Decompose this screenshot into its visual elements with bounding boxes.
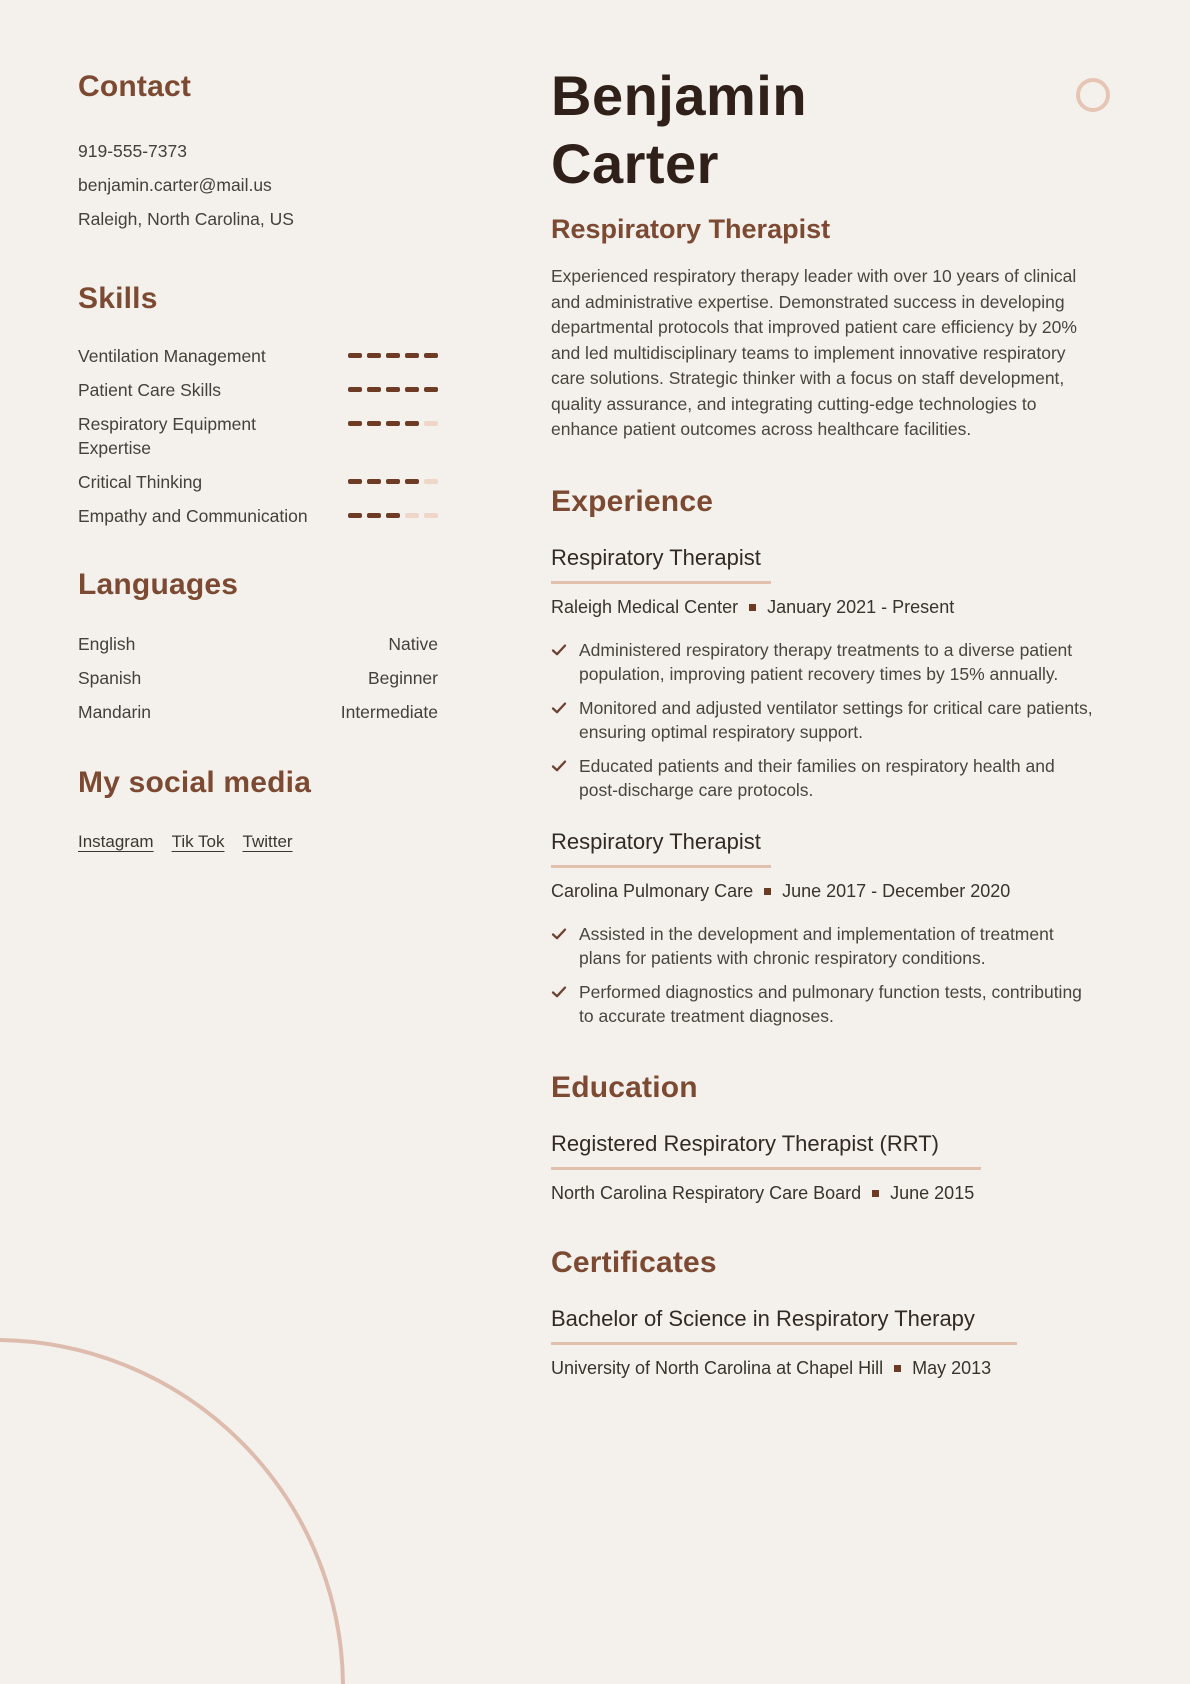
achievement-item	[551, 980, 1096, 1029]
language-name: Mandarin	[78, 702, 151, 722]
person-name	[551, 62, 1096, 198]
education-date: June 2015	[890, 1182, 975, 1203]
language-name: English	[78, 634, 136, 654]
contact-email: benjamin.carter@mail.us	[78, 175, 272, 195]
languages-section	[78, 568, 438, 724]
achievement-item	[551, 754, 1096, 803]
language-row	[78, 632, 438, 656]
tiktok-link[interactable]: Tik Tok	[171, 832, 225, 851]
certificates-title: Certificates	[551, 1245, 717, 1279]
skill-row	[78, 344, 438, 368]
achievement-text: Performed diagnostics and pulmonary function tests, contributing to accurate treatment diagnoses.	[579, 981, 1082, 1026]
skill-level-meter	[348, 479, 438, 484]
experience-entry	[551, 829, 1096, 1029]
achievement-text: Administered respiratory therapy treatments to a diverse patient population, improving patient recovery times by 15% annually.	[579, 639, 1073, 684]
certificate-org: University of North Carolina at Chapel Hill	[551, 1357, 884, 1378]
contact-phone: 919-555-7373	[78, 141, 187, 161]
skill-level-meter	[348, 353, 438, 358]
summary-text: Experienced respiratory therapy leader with over 10 years of clinical and administrative expertise. Demonstrated success in developing departmental protocols that improved patient care efficiency by 20% and led multidisciplinary teams to implement innovative respiratory care solutions. Strategic thinker with a focus on staff development, quality assurance, and integrating cutting-edge technologies to enhance patient outcomes across healthcare facilities.	[551, 266, 1077, 439]
job-dates: June 2017 - December 2020	[782, 880, 1011, 901]
language-row	[78, 700, 438, 724]
achievement-text: Educated patients and their families on respiratory health and post-discharge care protocols.	[579, 755, 1055, 800]
skill-name: Empathy and Communication	[78, 506, 308, 526]
language-level: Intermediate	[340, 702, 438, 722]
languages-title: Languages	[78, 568, 239, 601]
achievement-text: Monitored and adjusted ventilator settings for critical care patients, ensuring optimal respiratory support.	[579, 697, 1093, 742]
square-bullet-icon	[872, 1190, 879, 1197]
job-company: Carolina Pulmonary Care	[551, 880, 754, 901]
education-title: Education	[551, 1070, 698, 1104]
job-dates: January 2021 - Present	[767, 596, 955, 617]
square-bullet-icon	[894, 1365, 901, 1372]
job-role: Respiratory Therapist	[551, 545, 771, 584]
skills-title: Skills	[78, 282, 158, 315]
social-media-section	[78, 766, 438, 852]
language-level: Beginner	[367, 668, 438, 688]
certificate-entry	[551, 1306, 1096, 1379]
certificate-date: May 2013	[912, 1357, 992, 1378]
skill-row	[78, 470, 438, 494]
contact-title: Contact	[78, 70, 192, 103]
education-org: North Carolina Respiratory Care Board	[551, 1182, 862, 1203]
skill-name: Ventilation Management	[78, 346, 266, 366]
sidebar	[78, 70, 438, 852]
language-name: Spanish	[78, 668, 142, 688]
social-media-title: My social media	[78, 766, 312, 799]
checkmark-icon	[551, 642, 567, 658]
achievement-text: Assisted in the development and implementation of treatment plans for patients with chronic respiratory conditions.	[579, 923, 1054, 968]
twitter-link[interactable]: Twitter	[242, 832, 293, 851]
achievement-item	[551, 696, 1096, 745]
skill-name: Critical Thinking	[78, 472, 203, 492]
person-last-name: Carter	[551, 132, 719, 195]
square-bullet-icon	[749, 604, 756, 611]
education-entry	[551, 1131, 1096, 1204]
job-company: Raleigh Medical Center	[551, 596, 739, 617]
skill-name: Patient Care Skills	[78, 380, 221, 400]
skill-row	[78, 504, 438, 528]
instagram-link[interactable]: Instagram	[78, 832, 154, 851]
skills-section	[78, 282, 438, 528]
experience-entry	[551, 545, 1096, 803]
skill-row	[78, 412, 438, 460]
skill-name: Respiratory Equipment Expertise	[78, 414, 256, 458]
experience-title: Experience	[551, 484, 714, 518]
main-column	[551, 62, 1096, 1379]
achievement-item	[551, 638, 1096, 687]
contact-location: Raleigh, North Carolina, US	[78, 209, 294, 229]
contact-section	[78, 70, 438, 236]
person-first-name: Benjamin	[551, 64, 808, 127]
skill-row	[78, 378, 438, 402]
skill-level-meter	[348, 421, 438, 426]
checkmark-icon	[551, 926, 567, 942]
certificate-name: Bachelor of Science in Respiratory Therapy	[551, 1306, 1017, 1345]
achievement-item	[551, 922, 1096, 971]
checkmark-icon	[551, 758, 567, 774]
square-bullet-icon	[764, 888, 771, 895]
checkmark-icon	[551, 700, 567, 716]
skill-level-meter	[348, 513, 438, 518]
education-degree: Registered Respiratory Therapist (RRT)	[551, 1131, 981, 1170]
skill-level-meter	[348, 387, 438, 392]
language-row	[78, 666, 438, 690]
language-level: Native	[388, 634, 438, 654]
headline: Respiratory Therapist	[551, 214, 831, 244]
decorative-arc-icon	[0, 1338, 345, 1684]
job-role: Respiratory Therapist	[551, 829, 771, 868]
checkmark-icon	[551, 984, 567, 1000]
